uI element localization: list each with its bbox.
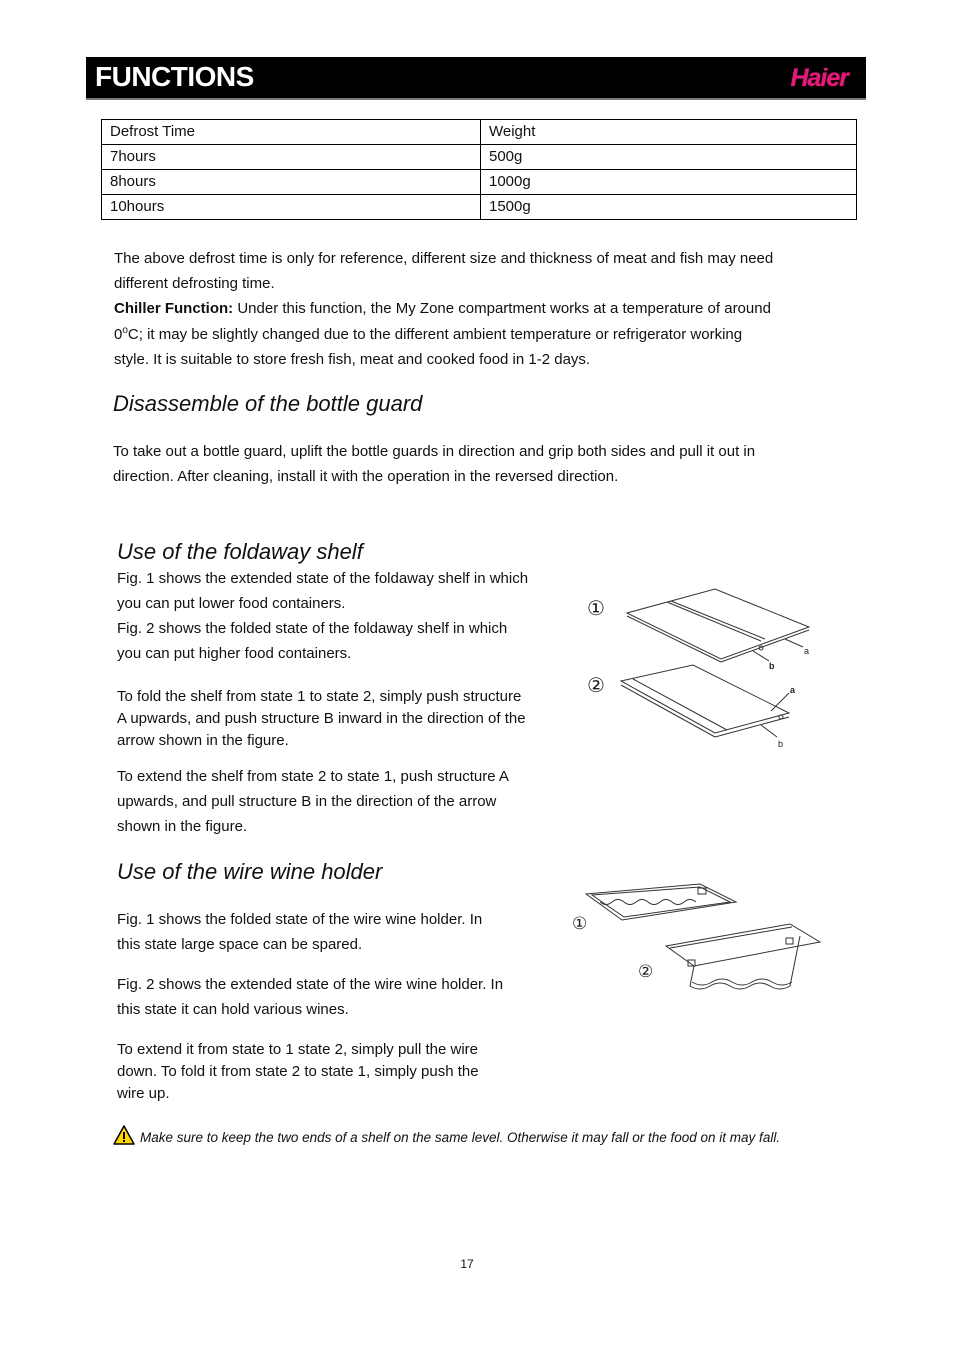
text-line: The above defrost time is only for reference, different size and thickness of meat and fish may need [114,250,774,267]
bottle-guard-text [113,439,755,489]
text-line: arrow shown in the figure. [117,732,289,749]
text-line: Under this function, the My Zone compartment works at a temperature of around [233,300,771,317]
shelf-edge [627,616,721,662]
temperature-value: 0 [114,326,123,343]
table-header-cell: Defrost Time [102,120,481,145]
text-line: wire up. [117,1085,170,1102]
table-row [102,170,857,195]
defrost-table [101,119,857,220]
foldaway-para-3 [117,764,509,839]
page-header [86,57,866,100]
structure-label-a: a [804,646,810,656]
text-line: down. To fold it from state 2 to state 1, simply push the [117,1063,479,1080]
table-cell: 10hours [102,195,481,220]
text-line: To take out a bottle guard, uplift the bottle guards in direction and grip both sides and pull it out in [113,443,756,460]
structure-label-b: b [778,739,784,749]
table-row [102,195,857,220]
foldaway-heading: Use of the foldaway shelf [117,539,363,564]
wine-holder-heading: Use of the wire wine holder [117,859,383,884]
wine-holder-figure [570,880,825,995]
wine-holder-para-2 [117,972,503,1022]
text-line: upwards, and pull structure B in the direction of the arrow [117,793,497,810]
table-header-row [102,120,857,145]
wine-holder-para-1 [117,907,482,957]
foldaway-para-2 [117,686,526,752]
leader-line [785,639,803,647]
text-line: To fold the shelf from state 1 to state 2, simply push structure [117,688,522,705]
holder-edge [670,927,792,948]
degree-sup: o [122,325,128,336]
text-line: Fig. 1 shows the folded state of the wire wine holder. In [117,911,483,928]
shelf-edge [721,630,809,662]
text-line: C; it may be slightly changed due to the different ambient temperature or refrigerator working [127,326,743,343]
wine-holder-para-3 [117,1039,479,1105]
foldaway-shelf-figure [585,585,825,755]
text-line: Fig. 2 shows the extended state of the wire wine holder. In [117,976,504,993]
text-line: style. It is suitable to store fresh fish, meat and cooked food in 1-2 days. [114,351,591,368]
figure-label-1: ① [587,596,605,620]
wire-drop [690,936,800,989]
text-line: A upwards, and push structure B inward in the direction of the [117,710,526,727]
table-cell: 500g [481,145,857,170]
text-line: direction. After cleaning, install it with the operation in the reversed direction. [113,468,619,485]
leader-line [753,651,769,661]
text-line: this state large space can be spared. [117,936,363,953]
brand-logo: Haier [790,64,848,92]
chiller-line [114,296,773,321]
bottle-guard-heading: Disassemble of the bottle guard [113,391,423,416]
chiller-line [114,322,773,347]
shelf-seam [633,679,727,730]
table-cell: 1000g [481,170,857,195]
text-line: Fig. 2 shows the folded state of the foldaway shelf in which [117,620,508,637]
foldaway-para-1 [117,566,528,666]
structure-label-b: b [769,661,775,671]
table-row [102,145,857,170]
table-cell: 8hours [102,170,481,195]
table-cell: 1500g [481,195,857,220]
page-number: 17 [460,1257,474,1271]
shelf-extended-outline [627,589,809,659]
shelf-edge [621,685,715,737]
holder-bracket [786,938,793,944]
text-line: different defrosting time. [114,275,275,292]
structure-label-a: a [790,685,796,695]
shelf-seam [667,602,761,641]
text-line: this state it can hold various wines. [117,1001,349,1018]
figure-label-2: ② [587,673,605,697]
wire-waves [692,979,792,985]
shelf-edge [715,717,789,737]
wire-waves [600,900,696,905]
table-cell: 7hours [102,145,481,170]
text-line: you can put lower food containers. [117,595,346,612]
text-line: shown in the figure. [117,818,248,835]
table-header-cell: Weight [481,120,857,145]
figure-label-2: ② [638,962,654,982]
text-line: Fig. 1 shows the extended state of the foldaway shelf in which [117,570,529,587]
leader-line [761,725,777,737]
text-line: you can put higher food containers. [117,645,352,662]
defrost-note [114,246,773,372]
warning-triangle-icon [113,1125,135,1145]
shelf-seam [671,601,765,639]
text-line: To extend it from state to 1 state 2, simply pull the wire [117,1041,478,1058]
warning-text: Make sure to keep the two ends of a shelf on the same level. Otherwise it may fall or the food on it may fall. [140,1130,781,1145]
text-line: To extend the shelf from state 2 to state 1, push structure A [117,768,509,785]
chiller-label: Chiller Function: [114,300,234,317]
page-title: FUNCTIONS [95,61,254,92]
figure-label-1: ① [572,914,588,934]
